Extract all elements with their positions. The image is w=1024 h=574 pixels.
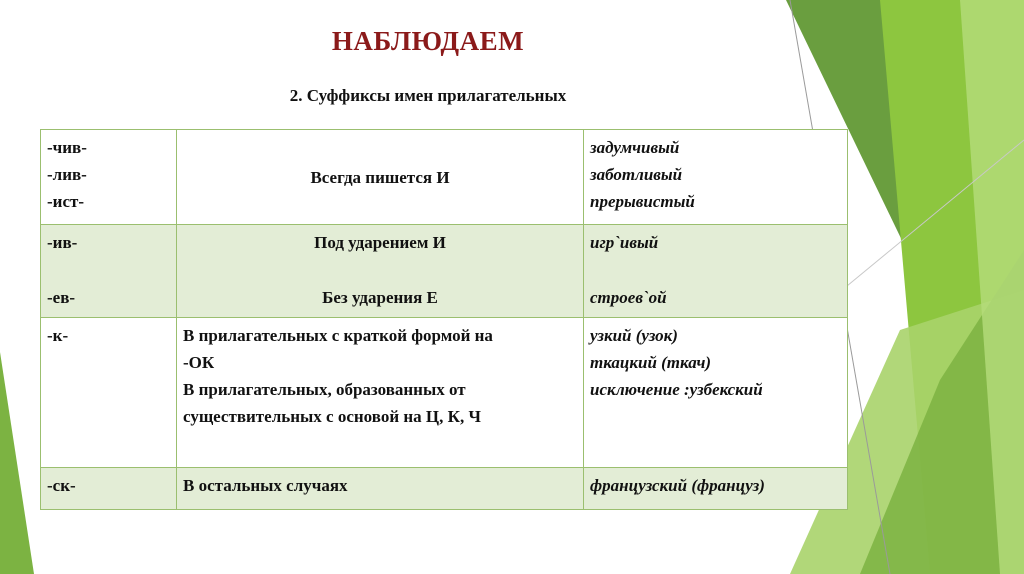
suffix: -ист- [47, 192, 85, 211]
example: прерывистый [590, 192, 695, 211]
suffix: -лив- [47, 165, 87, 184]
examples-cell [584, 468, 848, 510]
suffix-cell [41, 468, 177, 510]
rule-text: Всегда пишется И [310, 167, 450, 187]
example: заботливый [590, 165, 683, 184]
rule-text: В прилагательных, образованных от [183, 380, 466, 399]
suffix: -ск- [47, 476, 76, 495]
rule-text: В остальных случаях [183, 476, 348, 495]
table-row [41, 225, 848, 318]
table-row [41, 468, 848, 510]
page-title: НАБЛЮДАЕМ [331, 26, 525, 56]
rule-cell [177, 130, 584, 225]
example: исключение :узбекский [590, 380, 763, 399]
rule-text: Под ударением И [314, 233, 446, 252]
table-row [41, 318, 848, 468]
rule-cell [177, 318, 584, 468]
suffix-cell [41, 130, 177, 225]
example: игр`ивый [590, 233, 659, 252]
suffix: -чив- [47, 138, 87, 157]
table-row [41, 130, 848, 225]
suffix: -ев- [47, 288, 76, 307]
suffix-cell [41, 225, 177, 318]
rule-cell [177, 225, 584, 318]
example: строев`ой [590, 288, 667, 307]
examples-cell [584, 318, 848, 468]
example: узкий (узок) [590, 326, 678, 345]
example: ткацкий (ткач) [590, 353, 712, 372]
suffix: -к- [47, 326, 69, 345]
rule-text: Без ударения Е [322, 288, 438, 307]
suffix: -ив- [47, 233, 78, 252]
suffix-table [40, 129, 848, 510]
rule-text: существительных с основой на Ц, К, Ч [183, 407, 481, 426]
page-subtitle: 2. Суффиксы имен прилагательных [289, 86, 567, 105]
examples-cell [584, 130, 848, 225]
rule-text: В прилагательных с краткой формой на [183, 326, 493, 345]
rule-text: -ОК [183, 353, 215, 372]
example: задумчивый [590, 138, 680, 157]
examples-cell [584, 225, 848, 318]
example: французский (француз) [590, 476, 765, 495]
suffix-cell [41, 318, 177, 468]
left-green-shape [0, 352, 34, 574]
rule-cell [177, 468, 584, 510]
